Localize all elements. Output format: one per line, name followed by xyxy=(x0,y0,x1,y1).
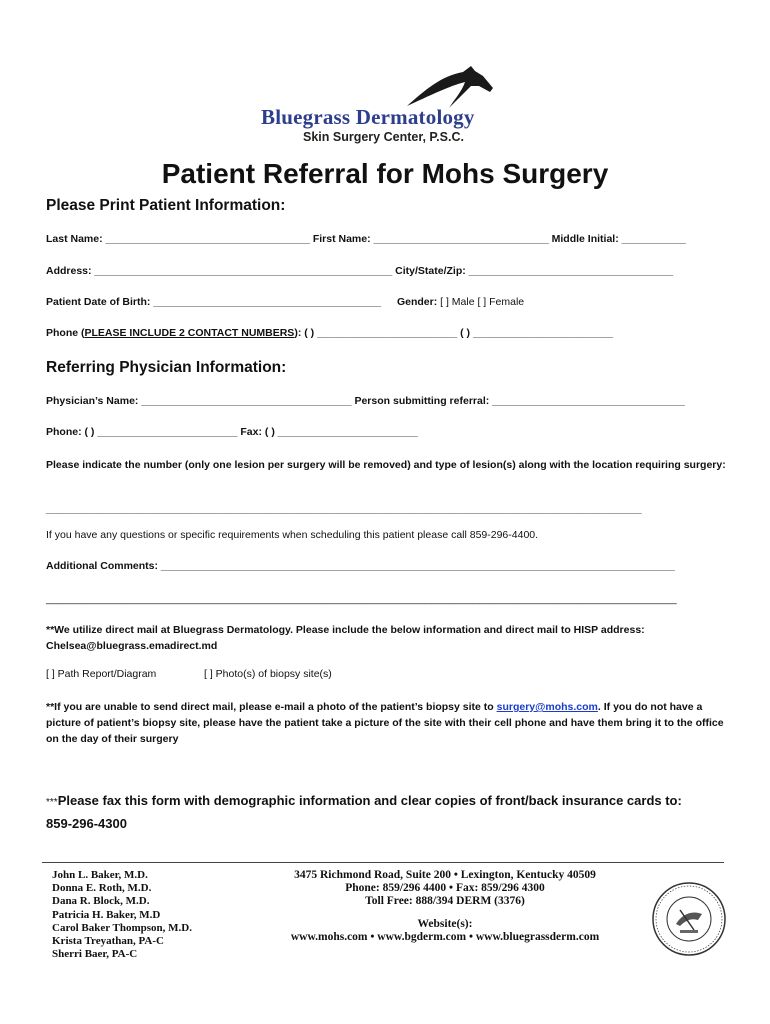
lesion-blank-line: ______________________________________________________________________________________________________ xyxy=(46,503,642,515)
patient-dob-line xyxy=(46,296,524,308)
fax-instruction xyxy=(46,790,726,834)
footer-toll-free: Toll Free: 888/394 DERM (3376) xyxy=(365,895,525,907)
phone-label: Phone ( xyxy=(46,327,85,339)
phone-note: PLEASE INCLUDE 2 CONTACT NUMBERS xyxy=(84,327,295,339)
staff-member: Donna E. Roth, M.D. xyxy=(52,882,152,895)
additional-comments-blank: ____________________________________________________________________________________________________________ xyxy=(46,593,677,605)
footer-contact xyxy=(235,869,655,944)
dob-line: Patient Date of Birth: _______________________________________ xyxy=(46,296,382,308)
fax-number: 859-296-4300 xyxy=(46,816,127,831)
email-note-continued: . If you do not have a picture of patient’s biopsy site, please have the patient take a picture of the site with their cell phone and have them bring it to the office on the day of their surgery xyxy=(46,701,724,745)
physician-name-line: Physician’s Name: ____________________________________ Person submitting referral: _________________________________ xyxy=(46,395,685,407)
fax-prefix: *** xyxy=(46,797,58,808)
page-title: Patient Referral for Mohs Surgery xyxy=(161,158,609,189)
staff-member: Patricia H. Baker, M.D xyxy=(52,908,161,921)
logo-subtitle: Skin Surgery Center, P.S.C. xyxy=(303,130,464,144)
footer-websites: www.mohs.com • www.bgderm.com • www.bluegrassderm.com xyxy=(290,931,600,943)
lesion-instructions: Please indicate the number (only one lesion per surgery will be removed) and type of lesion(s) along with the location requiring surgery: xyxy=(46,459,726,471)
footer-divider xyxy=(42,862,724,863)
patient-section-heading: Please Print Patient Information: xyxy=(46,197,286,214)
fax-instruction-text: Please fax this form with demographic information and clear copies of front/back insurance cards to: xyxy=(57,793,682,808)
accreditation-seal-icon xyxy=(650,880,728,958)
footer-websites-label: Website(s): xyxy=(417,918,473,930)
direct-mail-note: **We utilize direct mail at Bluegrass Dermatology. Please include the below information and direct mail to HISP address: Chelsea@bluegrass.emadirect.md xyxy=(46,624,645,652)
staff-member: Carol Baker Thompson, M.D. xyxy=(52,921,192,934)
checkbox-path-report[interactable]: [ ] Path Report/Diagram xyxy=(46,668,157,680)
staff-member: Sherri Baer, PA-C xyxy=(52,948,138,961)
physician-section-heading: Referring Physician Information: xyxy=(46,359,287,376)
email-note xyxy=(46,699,730,747)
logo xyxy=(255,62,515,150)
surgery-email-link[interactable]: surgery@mohs.com xyxy=(496,701,598,713)
footer-address: 3475 Richmond Road, Suite 200 • Lexington, Kentucky 40509 xyxy=(294,869,596,881)
staff-list xyxy=(52,869,192,961)
checkbox-biopsy-photos[interactable]: [ ] Photo(s) of biopsy site(s) xyxy=(204,668,332,680)
staff-member: Krista Treyathan, PA-C xyxy=(52,935,164,948)
footer-phone-fax: Phone: 859/296 4400 • Fax: 859/296 4300 xyxy=(345,882,545,894)
staff-member: John L. Baker, M.D. xyxy=(52,869,148,881)
horse-logo-icon xyxy=(405,62,500,110)
logo-name: Bluegrass Dermatology xyxy=(261,105,475,129)
email-note-text: **If you are unable to send direct mail, please e-mail a photo of the patient’s biopsy site to xyxy=(46,701,497,713)
gender-options[interactable]: [ ] Male [ ] Female xyxy=(440,296,525,308)
questions-note: If you have any questions or specific requirements when scheduling this patient please call 859-296-4400. xyxy=(46,529,539,541)
patient-name-line: Last Name: ___________________________________ First Name: ______________________________ Middle Initial: ___________ xyxy=(46,233,686,245)
additional-comments-line: Additional Comments: ________________________________________________________________________________________ xyxy=(46,560,675,572)
gender-label: Gender: xyxy=(396,296,438,308)
patient-address-line: Address: ___________________________________________________ City/State/Zip: ___________________________________ xyxy=(46,265,674,277)
physician-phone-fax-line: Phone: ( ) ________________________ Fax: ( ) ________________________ xyxy=(46,426,418,438)
staff-member: Dana R. Block, M.D. xyxy=(52,895,150,908)
patient-phone-line xyxy=(46,327,613,339)
phone-blanks: ): ( ) ________________________ ( ) ________________________ xyxy=(294,327,614,339)
